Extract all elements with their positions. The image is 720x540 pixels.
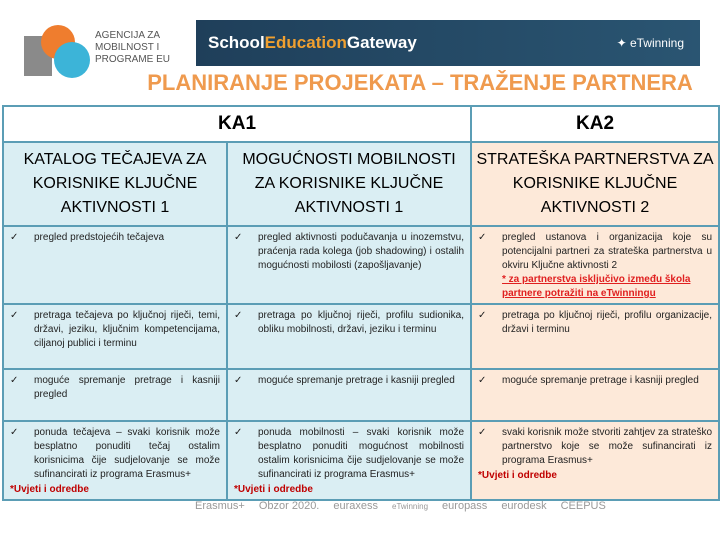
etwinning-star-icon: ✦	[616, 36, 630, 50]
eurodesk-logo: eurodesk	[501, 500, 547, 512]
feature-text: moguće spremanje pretrage i kasniji pregled	[34, 375, 220, 400]
feature-text: ponuda tečajeva – svaki korisnik može besplatno ponuditi tečaj ostalim korisnicima čije sudjelovanje se može sufinancirati iz programa Erasmus+	[34, 427, 220, 480]
gateway-logo: SchoolEducationGateway	[208, 33, 417, 52]
check-icon: ✓	[478, 427, 487, 438]
feature-text: pretraga po ključnoj riječi, profilu sudionika, obliku mobilnosti, državi, jeziku i terminu	[258, 310, 465, 335]
feature-text: moguće spremanje pretrage i kasniji pregled	[258, 375, 455, 386]
feature-text: moguće spremanje pretrage i kasniji pregled	[502, 375, 699, 386]
ka2-heading: KA2	[471, 106, 719, 142]
check-icon: ✓	[10, 427, 19, 438]
feature-text: pregled predstojećih tečajeva	[34, 232, 165, 243]
feature-text: pregled ustanova i organizacija koje su potencijalni partneri za strateška partnerstva u okviru Ključne aktivnosti 2	[502, 232, 713, 271]
partner-logos	[195, 500, 606, 512]
check-icon: ✓	[478, 375, 487, 386]
column-header: MOGUĆNOSTI MOBILNOSTI ZA KORISNIKE KLJUČNE AKTIVNOSTI 1	[227, 142, 471, 226]
check-icon: ✓	[10, 232, 19, 243]
page-title: PLANIRANJE PROJEKATA – TRAŽENJE PARTNERA	[147, 70, 693, 95]
etwinning-note-link[interactable]: * za partnerstva isključivo između škola partnere potražiti na eTwinningu	[502, 274, 691, 299]
column-header: KATALOG TEČAJEVA ZA KORISNIKE KLJUČNE AKTIVNOSTI 1	[3, 142, 227, 226]
check-icon: ✓	[234, 375, 243, 386]
erasmus-logo: Erasmus+	[195, 500, 245, 512]
check-icon: ✓	[10, 310, 19, 321]
school-education-gateway-banner[interactable]	[196, 20, 700, 66]
check-icon: ✓	[10, 375, 19, 386]
obzor-logo: Obzor 2020.	[258, 500, 320, 512]
etwinning-logo: eTwinning	[392, 501, 429, 511]
feature-text: pretraga tečajeva po ključnoj riječi, temi, državi, jeziku, ključnim kompetencijama, ciljanoj publici i terminu	[34, 310, 220, 349]
check-icon: ✓	[234, 232, 243, 243]
logo-line: MOBILNOST I	[95, 42, 160, 53]
check-icon: ✓	[478, 232, 487, 243]
feature-text: ponuda mobilnosti – svaki korisnik može besplatno ponuditi mogućnost mobilnosti ostalim korisnicima čije sudjelovanje se može sufinancirati iz programa Erasmus+	[258, 427, 465, 480]
feature-text: pretraga po ključnoj riječi, profilu organizacije, državi i terminu	[502, 310, 713, 335]
europass-logo: europass	[442, 500, 488, 512]
ceepus-logo: CEEPUS	[560, 500, 606, 512]
terms-link[interactable]: *Uvjeti i odredbe	[10, 484, 89, 495]
column-header: STRATEŠKA PARTNERSTVA ZA KORISNIKE KLJUČNE AKTIVNOSTI 2	[471, 142, 719, 226]
comparison-table	[2, 105, 720, 501]
check-icon: ✓	[234, 310, 243, 321]
euraxess-logo: euraxess	[333, 500, 379, 512]
terms-link[interactable]: *Uvjeti i odredbe	[234, 484, 313, 495]
check-icon: ✓	[234, 427, 243, 438]
feature-text: pregled aktivnosti podučavanja u inozemstvu, praćenja rada kolega (job shadowing) i ostalih mogućnosti mobilosti (zapošljavanje)	[258, 232, 465, 271]
logo-line: AGENCIJA ZA	[95, 30, 161, 41]
agency-logo-icon	[22, 22, 90, 82]
check-icon: ✓	[478, 310, 487, 321]
terms-link[interactable]: *Uvjeti i odredbe	[478, 470, 557, 481]
ka1-heading: KA1	[3, 106, 471, 142]
logo-line: PROGRAME EU	[95, 54, 171, 65]
etwinning-logo: ✦ eTwinning	[616, 36, 684, 50]
feature-text: svaki korisnik može stvoriti zahtjev za strateško partnerstvo koje se može sufinancirati iz programa Erasmus+	[502, 427, 713, 466]
